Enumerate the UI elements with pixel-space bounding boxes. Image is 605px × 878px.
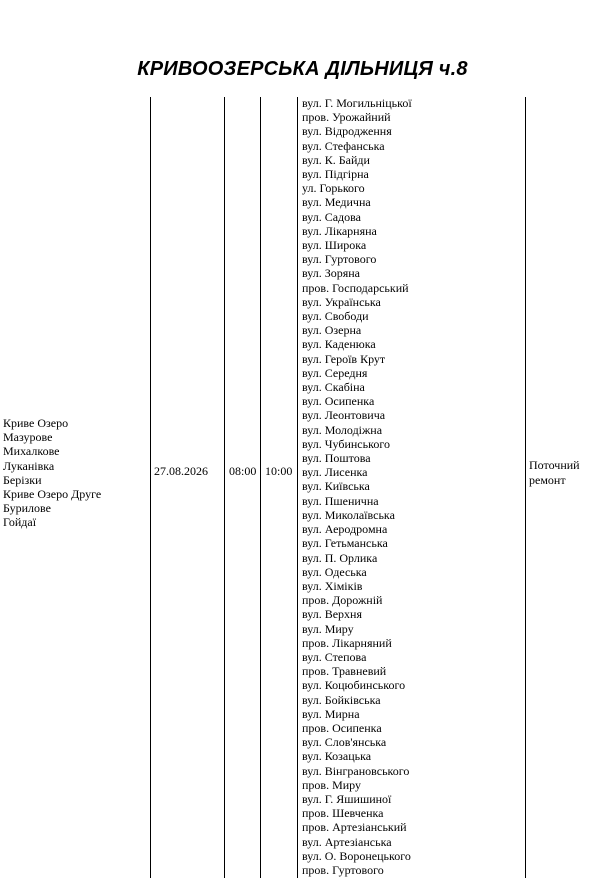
street-item: вул. К. Байди <box>302 152 370 167</box>
street-item: вул. Героїв Крут <box>302 351 386 366</box>
street-item: вул. Медична <box>302 195 371 210</box>
street-item: вул. Гуртового <box>302 252 377 267</box>
street-item: пров. Урожайний <box>302 110 391 125</box>
column-divider <box>150 97 151 878</box>
settlement-item: Бурилове <box>3 501 51 516</box>
street-item: вул. Озерна <box>302 323 362 338</box>
street-item: вул. Лисенка <box>302 465 368 480</box>
page-title: КРИВООЗЕРСЬКА ДІЛЬНИЦЯ ч.8 <box>137 58 468 80</box>
column-divider <box>224 97 225 878</box>
street-item: вул. Українська <box>302 294 381 309</box>
street-item: вул. Гетьманська <box>302 536 388 551</box>
street-item: вул. Хіміків <box>302 578 363 593</box>
street-item: вул. Каденюка <box>302 337 376 352</box>
street-item: пров. Травневий <box>302 664 387 679</box>
street-item: вул. Свободи <box>302 309 369 324</box>
settlement-item: Криве Озеро Друге <box>3 487 102 502</box>
street-item: вул. Г. Яшишиної <box>302 791 392 806</box>
street-item: вул. Чубинського <box>302 436 390 451</box>
street-item: пров. Шевченка <box>302 806 384 821</box>
street-item: вул. Аеродромна <box>302 522 388 537</box>
street-item: вул. Підгірна <box>302 167 369 182</box>
street-item: вул. Миколаївська <box>302 507 395 522</box>
street-item: вул. Відродження <box>302 124 392 139</box>
reason-cell <box>529 458 580 488</box>
street-item: пров. Артезіанський <box>302 820 407 835</box>
outage-date: 27.08.2026 <box>154 464 208 478</box>
street-item: вул. Г. Могильніцької <box>302 96 412 110</box>
streets-cell <box>302 96 412 877</box>
street-item: пров. Лікарняний <box>302 635 392 650</box>
column-divider <box>297 97 298 878</box>
settlement-item: Мазурове <box>3 430 53 445</box>
street-item: вул. Скабіна <box>302 380 365 395</box>
street-item: пров. Господарський <box>302 280 409 295</box>
settlement-item: Гойдаї <box>3 515 37 530</box>
street-item: вул. Поштова <box>302 451 371 466</box>
street-item: вул. Вінграновського <box>302 763 410 778</box>
settlement-item: Берізки <box>3 472 42 487</box>
street-item: вул. Верхня <box>302 607 362 622</box>
street-item: ул. Горького <box>302 181 365 196</box>
street-item: вул. Артезіанська <box>302 834 392 849</box>
street-item: вул. Степова <box>302 649 367 664</box>
settlement-item: Криве Озеро <box>3 416 69 430</box>
street-item: вул. Молодіжна <box>302 422 383 437</box>
street-item: вул. Леонтовича <box>302 408 386 423</box>
column-divider <box>525 97 526 878</box>
time-from: 08:00 <box>229 464 257 478</box>
reason-line: ремонт <box>529 473 566 487</box>
settlement-item: Луканівка <box>3 458 55 473</box>
street-item: пров. Гуртового <box>302 862 384 877</box>
street-item: вул. Лікарняна <box>302 223 377 238</box>
settlement-item: Михалкове <box>3 444 60 459</box>
street-item: вул. Стефанська <box>302 138 385 153</box>
street-item: вул. Пшенична <box>302 493 379 508</box>
street-item: вул. Миру <box>302 621 354 636</box>
street-item: пров. Осипенка <box>302 720 382 735</box>
street-item: вул. Київська <box>302 479 370 494</box>
street-item: вул. Садова <box>302 209 361 224</box>
street-item: вул. Зоряна <box>302 266 360 281</box>
street-item: вул. Мирна <box>302 706 360 721</box>
street-item: вул. Козацька <box>302 749 372 764</box>
street-item: пров. Дорожній <box>302 593 383 608</box>
street-item: вул. Слов'янська <box>302 735 387 750</box>
street-item: вул. Одеська <box>302 564 367 579</box>
column-divider <box>260 97 261 878</box>
street-item: вул. Осипенка <box>302 394 375 409</box>
reason-line: Поточний <box>529 458 580 472</box>
street-item: вул. Коцюбинського <box>302 678 406 693</box>
settlements-cell <box>3 416 101 530</box>
street-item: вул. П. Орлика <box>302 550 378 565</box>
street-item: вул. Середня <box>302 365 368 380</box>
street-item: вул. Широка <box>302 238 367 253</box>
street-item: вул. О. Воронецького <box>302 848 411 863</box>
time-to: 10:00 <box>265 464 293 478</box>
street-item: пров. Миру <box>302 777 362 792</box>
street-item: вул. Бойківська <box>302 692 381 707</box>
